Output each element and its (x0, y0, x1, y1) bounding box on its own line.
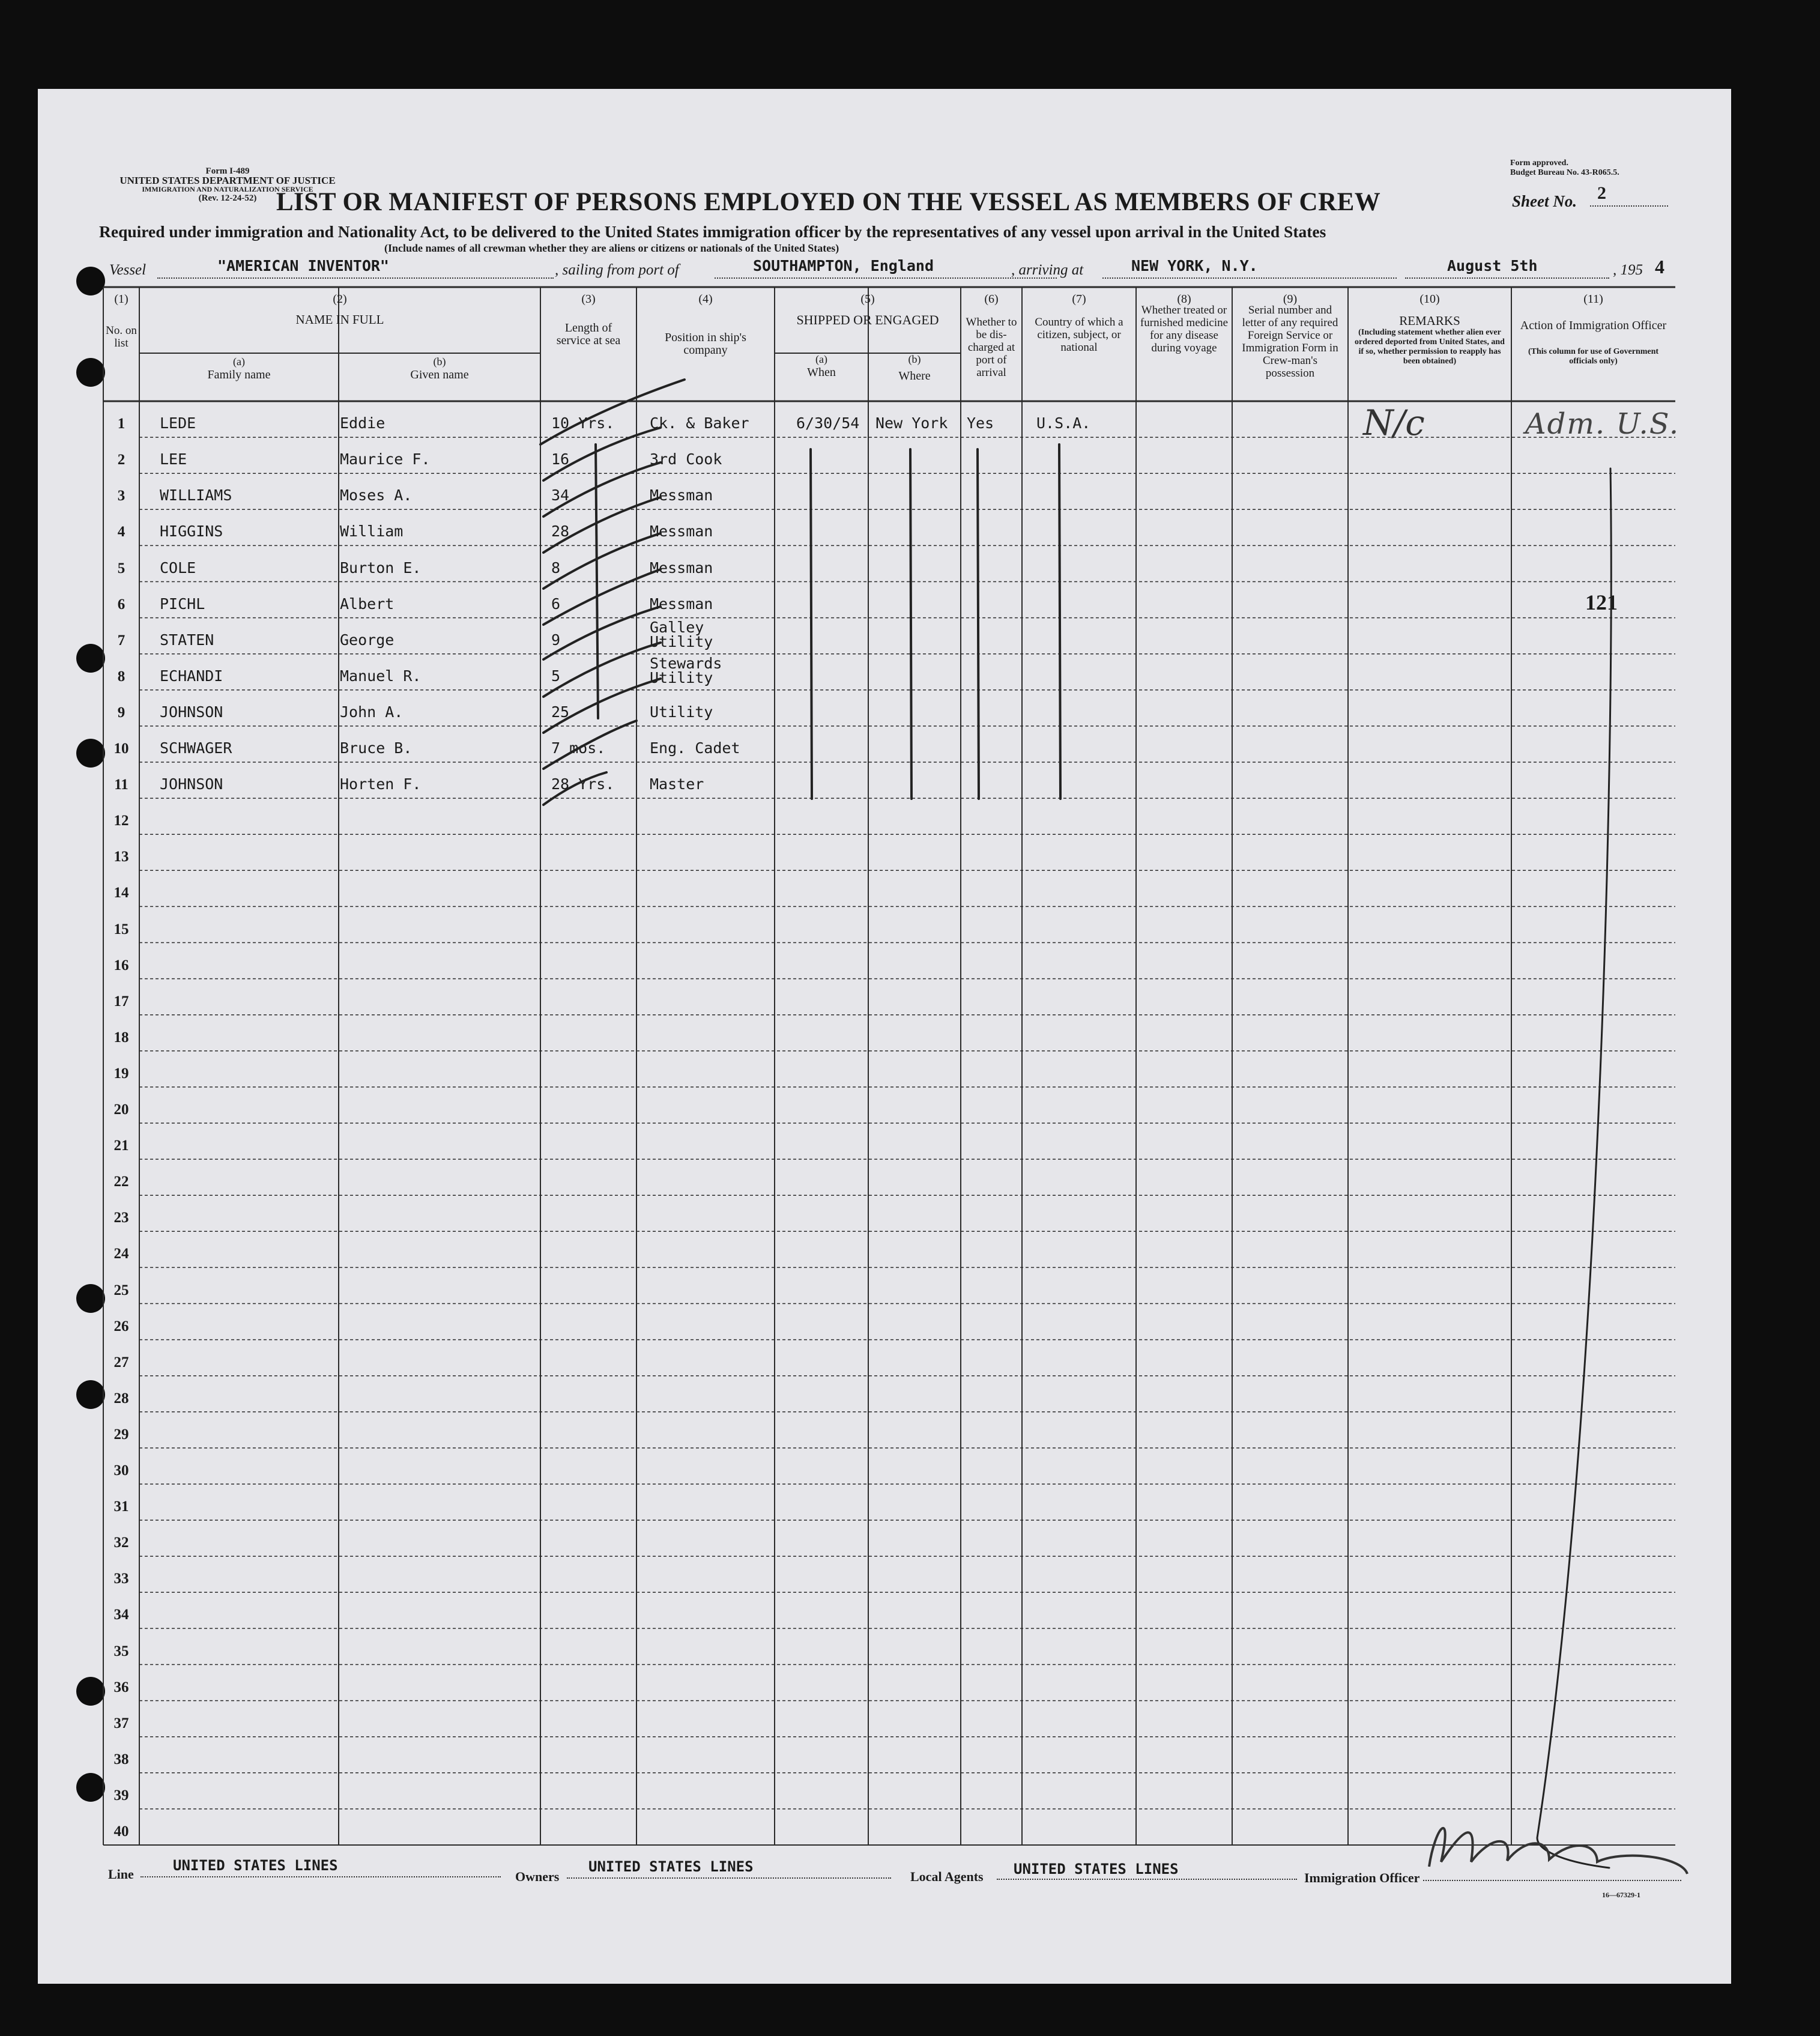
row-number: 16 (113, 957, 129, 974)
length-of-service: 28 Yrs. (551, 775, 615, 793)
given-name: John A. (340, 703, 404, 721)
position: Messman (650, 595, 713, 613)
col9-label: Serial number and letter of any required Foreign Service or Immigration Form in Crew-man's possession (1242, 304, 1338, 380)
given-name: George (340, 631, 395, 649)
row-number: 40 (113, 1823, 129, 1840)
row-number: 12 (113, 813, 129, 829)
col1-number: (1) (114, 292, 128, 306)
immigration-officer-label: Immigration Officer (1304, 1870, 1420, 1885)
row-number: 6 (117, 596, 125, 613)
vessel-name: "AMERICAN INVENTOR" (217, 257, 389, 274)
given-name: Horten F. (340, 775, 422, 793)
row-number: 21 (113, 1138, 129, 1154)
length-of-service: 9 (551, 631, 561, 649)
position: Master (650, 775, 704, 793)
row-number: 8 (117, 668, 125, 685)
shipped-where: New York (875, 414, 948, 432)
col11-number: (11) (1583, 292, 1603, 306)
position: Galley Utility (650, 618, 713, 650)
country-of-citizenship: U.S.A. (1036, 414, 1091, 432)
row-number: 36 (113, 1679, 129, 1695)
col4-label: Position in ship's company (665, 331, 746, 357)
row-number: 28 (113, 1390, 129, 1407)
given-name: Burton E. (340, 559, 422, 577)
col5b-label: Where (898, 369, 931, 383)
form-approved: Form approved. (1510, 159, 1568, 168)
family-name: ECHANDI (160, 667, 223, 685)
form-number: Form I-489 (205, 166, 250, 176)
subtitle-note: (Include names of all crewman whether they are aliens or citizens or nationals of the United States) (384, 242, 839, 254)
subtitle: Required under immigration and Nationality Act, to be delivered to the United States immigration officer by the representatives of any vessel upon arrival in the United States (99, 222, 1326, 241)
given-name: Maurice F. (340, 450, 431, 468)
col3-number: (3) (581, 292, 596, 306)
line-underline (141, 1876, 501, 1877)
row-number: 39 (113, 1787, 129, 1804)
row-number: 22 (113, 1174, 129, 1190)
given-name: Manuel R. (340, 667, 422, 685)
arrival-port: NEW YORK, N.Y. (1131, 257, 1258, 274)
agents-underline (997, 1879, 1297, 1880)
department-name: UNITED STATES DEPARTMENT OF JUSTICE (119, 175, 336, 186)
local-agents-value: UNITED STATES LINES (1014, 1861, 1179, 1877)
row-number: 19 (113, 1065, 129, 1082)
officer-underline (1423, 1880, 1681, 1881)
row-number: 11 (114, 777, 128, 793)
local-agents-label: Local Agents (910, 1869, 984, 1884)
remarks-annotation: N/c (1363, 402, 1425, 443)
officer-signature (1429, 1828, 1687, 1874)
col2b-label: Given name (410, 368, 469, 381)
col10-label: REMARKS (1399, 314, 1460, 328)
row-number: 9 (117, 704, 125, 721)
strike-mark (543, 643, 661, 697)
row-number: 18 (113, 1029, 129, 1046)
col7-number: (7) (1072, 292, 1086, 306)
row-number: 27 (113, 1354, 129, 1371)
position: Eng. Cadet (650, 739, 740, 757)
position: Messman (650, 486, 713, 504)
col1-label: No. on list (106, 324, 137, 350)
col5b-number: (b) (908, 353, 921, 365)
col6-number: (6) (984, 292, 999, 306)
row-number: 31 (113, 1498, 129, 1515)
row-number: 26 (113, 1318, 129, 1335)
col5-label: SHIPPED OR ENGAGED (796, 312, 939, 327)
ditto-line-discharged (978, 449, 979, 799)
sailing-label: , sailing from port of (555, 262, 679, 278)
family-name: LEDE (160, 414, 196, 432)
vessel-label: Vessel (109, 262, 147, 278)
position: Utility (650, 703, 713, 721)
year-digit: 4 (1655, 256, 1664, 277)
row-number: 24 (113, 1246, 129, 1262)
discharged-at-arrival: Yes (967, 414, 994, 432)
family-name: JOHNSON (160, 775, 223, 793)
row-number: 20 (113, 1101, 129, 1118)
length-of-service: 10 Yrs. (551, 414, 615, 432)
col8-label: Whether treated or furnished medicine for any disease during voyage (1140, 304, 1229, 354)
length-of-service: 28 (551, 523, 570, 541)
row-number: 10 (113, 741, 129, 757)
col8-number: (8) (1177, 292, 1191, 306)
row-number: 32 (113, 1535, 129, 1551)
col2b-number: (b) (433, 356, 446, 368)
row-number: 29 (113, 1426, 129, 1443)
col2a-number: (a) (233, 356, 245, 368)
row-number: 15 (113, 921, 129, 938)
shipped-when: 6/30/54 (796, 414, 860, 432)
col3-label: Length of service at sea (556, 321, 621, 347)
row-number: 5 (117, 560, 125, 577)
col2-number: (2) (333, 292, 347, 306)
col2-label: NAME IN FULL (295, 312, 384, 327)
print-code: 16—67329-1 (1602, 1891, 1640, 1899)
length-of-service: 6 (551, 595, 561, 613)
row-number: 34 (113, 1607, 129, 1623)
row-number: 38 (113, 1751, 129, 1768)
line-value: UNITED STATES LINES (173, 1857, 338, 1874)
service-name: IMMIGRATION AND NATURALIZATION SERVICE (142, 185, 313, 193)
owners-underline (567, 1877, 891, 1879)
position: Stewards Utility (650, 654, 722, 686)
owners-label: Owners (515, 1869, 560, 1884)
strike-mark (543, 428, 661, 480)
strike-mark (543, 772, 606, 805)
length-of-service: 16 (551, 450, 570, 468)
family-name: PICHL (160, 595, 205, 613)
family-name: STATEN (160, 631, 214, 649)
length-of-service: 8 (551, 559, 561, 577)
col9-number: (9) (1283, 292, 1298, 306)
given-name: Moses A. (340, 486, 413, 504)
family-name: HIGGINS (160, 523, 223, 541)
family-name: SCHWAGER (160, 739, 232, 757)
given-name: Bruce B. (340, 739, 413, 757)
page-title: LIST OR MANIFEST OF PERSONS EMPLOYED ON THE VESSEL AS MEMBERS OF CREW (276, 188, 1381, 216)
col2a-label: Family name (207, 368, 271, 381)
row-number: 2 (117, 452, 125, 468)
action-bracket-line (1537, 468, 1611, 1868)
ditto-line-where (910, 449, 912, 799)
row-number: 37 (113, 1715, 129, 1732)
family-name: JOHNSON (160, 703, 223, 721)
col11-note: (This column for use of Government officials only) (1528, 347, 1659, 366)
row-number: 7 (117, 632, 125, 649)
family-name: COLE (160, 559, 196, 577)
revision-date: (Rev. 12-24-52) (198, 193, 257, 203)
budget-number: Budget Bureau No. 43-R065.5. (1510, 168, 1619, 177)
year-prefix: , 195 (1613, 262, 1643, 278)
arrival-date: August 5th (1447, 257, 1538, 274)
col11-label: Action of Immigration Officer (1520, 319, 1667, 332)
length-of-service: 5 (551, 667, 561, 685)
col6-label: Whether to be dis-charged at port of arrival (966, 316, 1017, 379)
length-of-service: 7 mos. (551, 739, 606, 757)
row-number: 14 (113, 885, 129, 901)
row-number: 13 (113, 849, 129, 865)
position: Messman (650, 523, 713, 541)
col5-number: (5) (860, 292, 875, 306)
action-annotation: Adm. U.S. (1525, 407, 1680, 441)
family-name: WILLIAMS (160, 486, 232, 504)
given-name: Eddie (340, 414, 385, 432)
sheet-label: Sheet No. (1512, 192, 1577, 210)
col10-note: (Including statement whether alien ever ordered deported from United States, and if so, whether permission to reapply has been obtained) (1355, 328, 1505, 366)
given-name: William (340, 523, 404, 541)
row-number: 1 (117, 416, 125, 432)
strike-mark (543, 721, 636, 769)
line-label: Line (108, 1867, 134, 1882)
arriving-label: , arriving at (1011, 262, 1084, 278)
col10-number: (10) (1419, 292, 1440, 306)
col4-number: (4) (698, 292, 713, 306)
row-number: 35 (113, 1643, 129, 1659)
strike-mark (540, 380, 685, 444)
sailing-port: SOUTHAMPTON, England (753, 257, 934, 274)
ditto-line-when (811, 449, 812, 799)
row-number: 33 (113, 1571, 129, 1587)
owners-value: UNITED STATES LINES (588, 1858, 754, 1875)
sheet-number: 2 (1597, 183, 1606, 203)
row-number: 23 (113, 1210, 129, 1226)
family-name: LEE (160, 450, 187, 468)
position: Ck. & Baker (650, 414, 749, 432)
row-number: 17 (113, 993, 129, 1010)
row-number: 3 (117, 488, 125, 504)
ditto-line-country (1059, 444, 1060, 799)
given-name: Albert (340, 595, 395, 613)
position: 3rd Cook (650, 450, 722, 468)
col5a-label: When (807, 366, 836, 379)
row-number: 4 (117, 524, 125, 541)
length-of-service: 25 (551, 703, 570, 721)
row-number: 30 (113, 1462, 129, 1479)
action-count: 121 (1585, 590, 1618, 614)
row-number: 25 (113, 1282, 129, 1298)
length-of-service: 34 (551, 486, 570, 504)
col7-label: Country of which a citizen, subject, or national (1035, 316, 1123, 354)
position: Messman (650, 559, 713, 577)
col5a-number: (a) (815, 353, 827, 365)
